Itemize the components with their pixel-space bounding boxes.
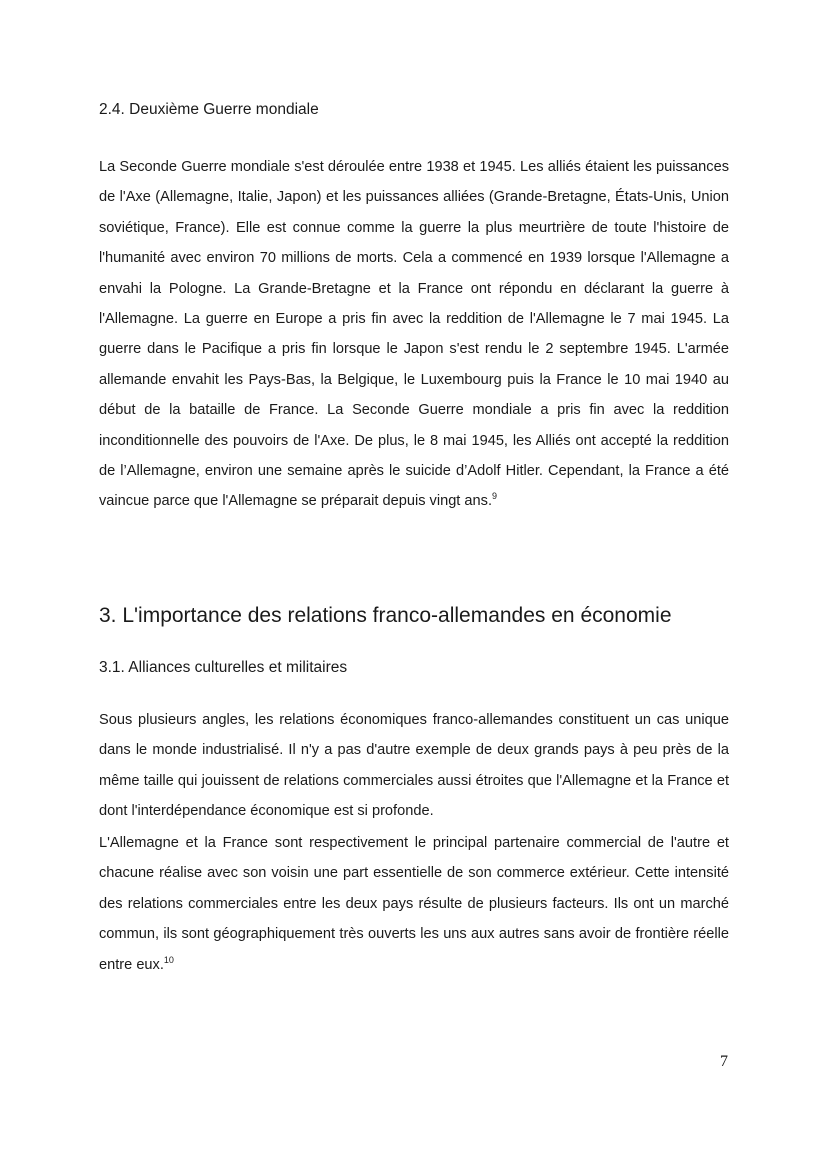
footnote-ref-9: 9	[492, 491, 498, 502]
section-3-1-paragraph-2-text: L'Allemagne et la France sont respectivement le principal partenaire commercial de l'autre et chacune réalise avec son voisin une part essentielle de son commerce extérieur. Cette intensité des relations commerciales entre les deux pays résulte de plusieurs facteurs. Ils ont un marché commun, ils sont géographiquement très ouverts les uns aux autres sans avoir de frontière réelle entre eux.	[99, 835, 729, 973]
section-3-title: 3. L'importance des relations franco-allemandes en économie	[99, 604, 672, 627]
section-2-4-title: 2.4. Deuxième Guerre mondiale	[99, 101, 319, 118]
section-2-4-paragraph	[99, 152, 729, 517]
section-3-1-title: 3.1. Alliances culturelles et militaires	[99, 659, 348, 676]
page-number: 7	[720, 1053, 728, 1070]
footnote-ref-10: 10	[163, 954, 174, 965]
section-3-1-paragraph-1: Sous plusieurs angles, les relations économiques franco-allemandes constituent un cas unique dans le monde industrialisé. Il n'y a pas d'autre exemple de deux grands pays à peu près de la même taille qui jouissent de relations commerciales aussi étroites que l'Allemagne et la France et dont l'interdépendance économique est si profonde.	[99, 712, 729, 820]
section-2-4-paragraph-text: La Seconde Guerre mondiale s'est déroulée entre 1938 et 1945. Les alliés étaient les puissances de l'Axe (Allemagne, Italie, Japon) et les puissances alliées (Grande-Bretagne, États-Unis, Union soviétique, France). Elle est connue comme la guerre la plus meurtrière de toute l'histoire de l'humanité avec environ 70 millions de morts. Cela a commencé en 1939 lorsque l'Allemagne a envahi la Pologne. La Grande-Bretagne et la France ont répondu en déclarant la guerre à l'Allemagne. La guerre en Europe a pris fin avec la reddition de l'Allemagne le 7 mai 1945. La guerre dans le Pacifique a pris fin lorsque le Japon s'est rendu le 2 septembre 1945. L'armée allemande envahit les Pays-Bas, la Belgique, le Luxembourg puis la France le 10 mai 1940 au début de la bataille de France. La Seconde Guerre mondiale a pris fin avec la reddition inconditionnelle des pouvoirs de l'Axe. De plus, le 8 mai 1945, les Alliés ont accepté la reddition de l’Allemagne, environ une semaine après le suicide d’Adolf Hitler. Cependant, la France a été vaincue parce que l'Allemagne se préparait depuis vingt ans.	[99, 159, 729, 510]
section-3-1-paragraph-2	[99, 828, 729, 980]
